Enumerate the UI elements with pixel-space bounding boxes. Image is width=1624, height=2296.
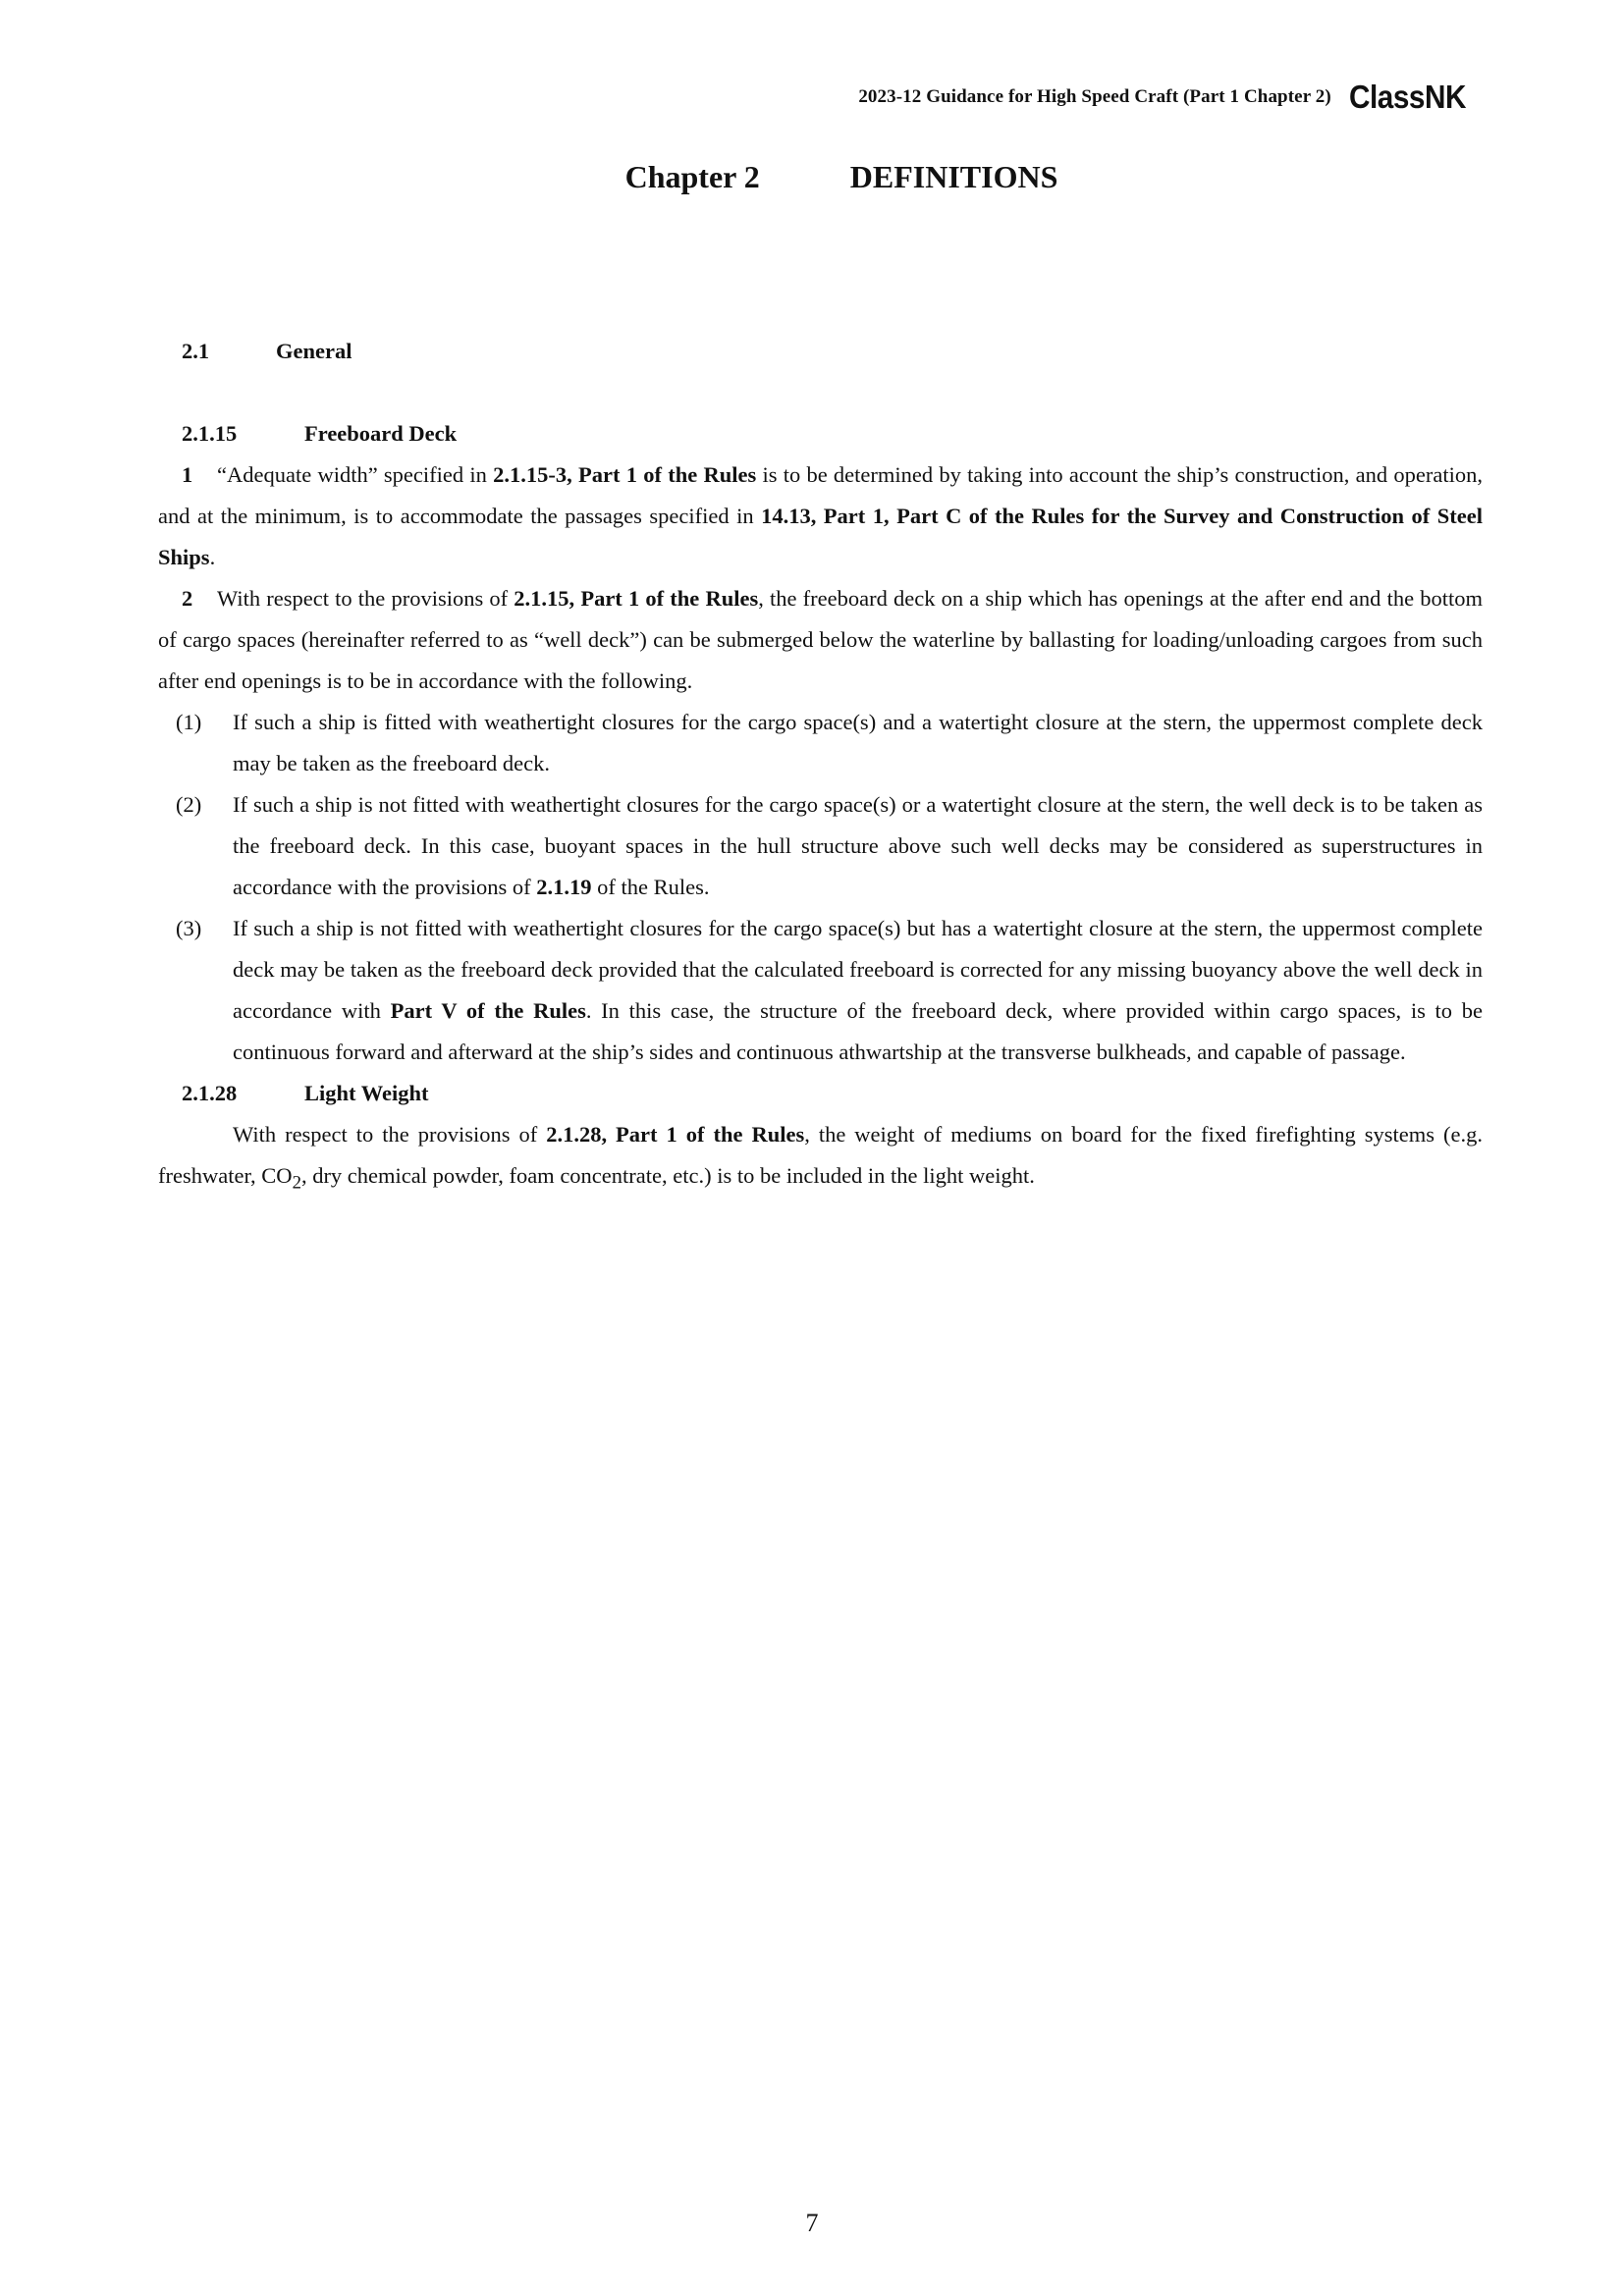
list-text-part: of the Rules. xyxy=(591,875,710,899)
rule-reference: 2.1.15-3, Part 1 of the Rules xyxy=(493,462,757,487)
paragraph-light-weight xyxy=(158,1114,1483,1204)
chapter-heading xyxy=(0,159,1624,195)
spacer xyxy=(158,372,1483,413)
list-text xyxy=(233,784,1483,908)
paragraph-1 xyxy=(158,454,1483,578)
paragraph-text: is to be determined by taking into account the ship’s construction, and operation, and at the minimum, is to accommodate the passages specified in xyxy=(158,462,1483,528)
subsection-heading-2-1-15 xyxy=(158,413,1483,454)
page-header xyxy=(858,80,1479,113)
list-text-part: If such a ship is not fitted with weathertight closures for the cargo space(s) but has a watertight closure at the stern, the uppermost complete deck may be taken as the freeboard deck provided that the calculated freeboard is corrected for any missing buoyancy above the well deck in accordance with xyxy=(233,916,1483,1023)
rule-reference: 2.1.28, Part 1 of the Rules xyxy=(546,1122,805,1147)
section-title: General xyxy=(276,339,352,363)
list-item xyxy=(158,908,1483,1073)
chapter-number: Chapter 2 xyxy=(624,159,760,194)
paragraph-number: 1 xyxy=(182,462,193,487)
list-text-part: . In this case, the structure of the freeboard deck, where provided within cargo spaces, is to be continuous forward and afterward at the ship’s sides and continuous athwartship at the transverse bulkheads, and capable of passage. xyxy=(233,998,1483,1064)
list-text-part: If such a ship is not fitted with weathertight closures for the cargo space(s) or a watertight closure at the stern, the well deck is to be taken as the freeboard deck. In this case, buoyant spaces in the hull structure above such well decks may be considered as superstructures in accordance with the provisions of xyxy=(233,792,1483,899)
classnk-logo: ClassNK xyxy=(1348,79,1466,115)
subsection-title: Freeboard Deck xyxy=(304,421,458,446)
list-text xyxy=(233,908,1483,1073)
section-number: 2.1 xyxy=(182,339,210,363)
paragraph-text: , dry chemical powder, foam concentrate, etc.) is to be included in the light weight. xyxy=(300,1163,1035,1188)
subsection-number: 2.1.28 xyxy=(182,1081,238,1105)
list-text-part: If such a ship is fitted with weathertight closures for the cargo space(s) and a watertight closure at the stern, the uppermost complete deck may be taken as the freeboard deck. xyxy=(233,710,1483,775)
rule-reference: 2.1.19 xyxy=(536,875,592,899)
paragraph-2 xyxy=(158,578,1483,702)
list-item xyxy=(158,702,1483,784)
document-body xyxy=(158,331,1483,1204)
paragraph-text: With respect to the provisions of xyxy=(217,586,514,611)
paragraph-text: , the freeboard deck on a ship which has openings at the after end and the bottom of cargo spaces (hereinafter referred to as “well deck”) can be submerged below the waterline by ballasting for loading/unloading cargoes from such after end openings is to be in accordance with the following. xyxy=(158,586,1483,693)
paragraph-number: 2 xyxy=(182,586,193,611)
page-number: 7 xyxy=(805,2209,819,2237)
rule-reference: Part V of the Rules xyxy=(390,998,586,1023)
subsection-number: 2.1.15 xyxy=(182,421,238,446)
list-item xyxy=(158,784,1483,908)
rule-reference: 14.13, Part 1, Part C of the Rules for the Survey and Construction of Steel Ships xyxy=(158,504,1483,569)
running-title: 2023-12 Guidance for High Speed Craft (Part 1 Chapter 2) xyxy=(858,85,1331,107)
list-marker: (1) xyxy=(176,710,202,734)
section-heading xyxy=(158,331,1483,372)
paragraph-text: “Adequate width” specified in xyxy=(217,462,494,487)
subsection-heading-2-1-28 xyxy=(158,1073,1483,1114)
list-text xyxy=(233,702,1483,784)
paragraph-text: . xyxy=(209,545,216,569)
list-marker: (3) xyxy=(176,916,202,940)
paragraph-text: With respect to the provisions of xyxy=(233,1122,547,1147)
chapter-title: DEFINITIONS xyxy=(849,159,1058,194)
list-marker: (2) xyxy=(176,792,202,817)
subsection-title: Light Weight xyxy=(304,1081,429,1105)
subscript: 2 xyxy=(292,1172,301,1194)
paragraph-text: , the weight of mediums on board for the fixed firefighting systems (e.g. freshwater, CO xyxy=(158,1122,1484,1188)
rule-reference: 2.1.15, Part 1 of the Rules xyxy=(514,586,759,611)
